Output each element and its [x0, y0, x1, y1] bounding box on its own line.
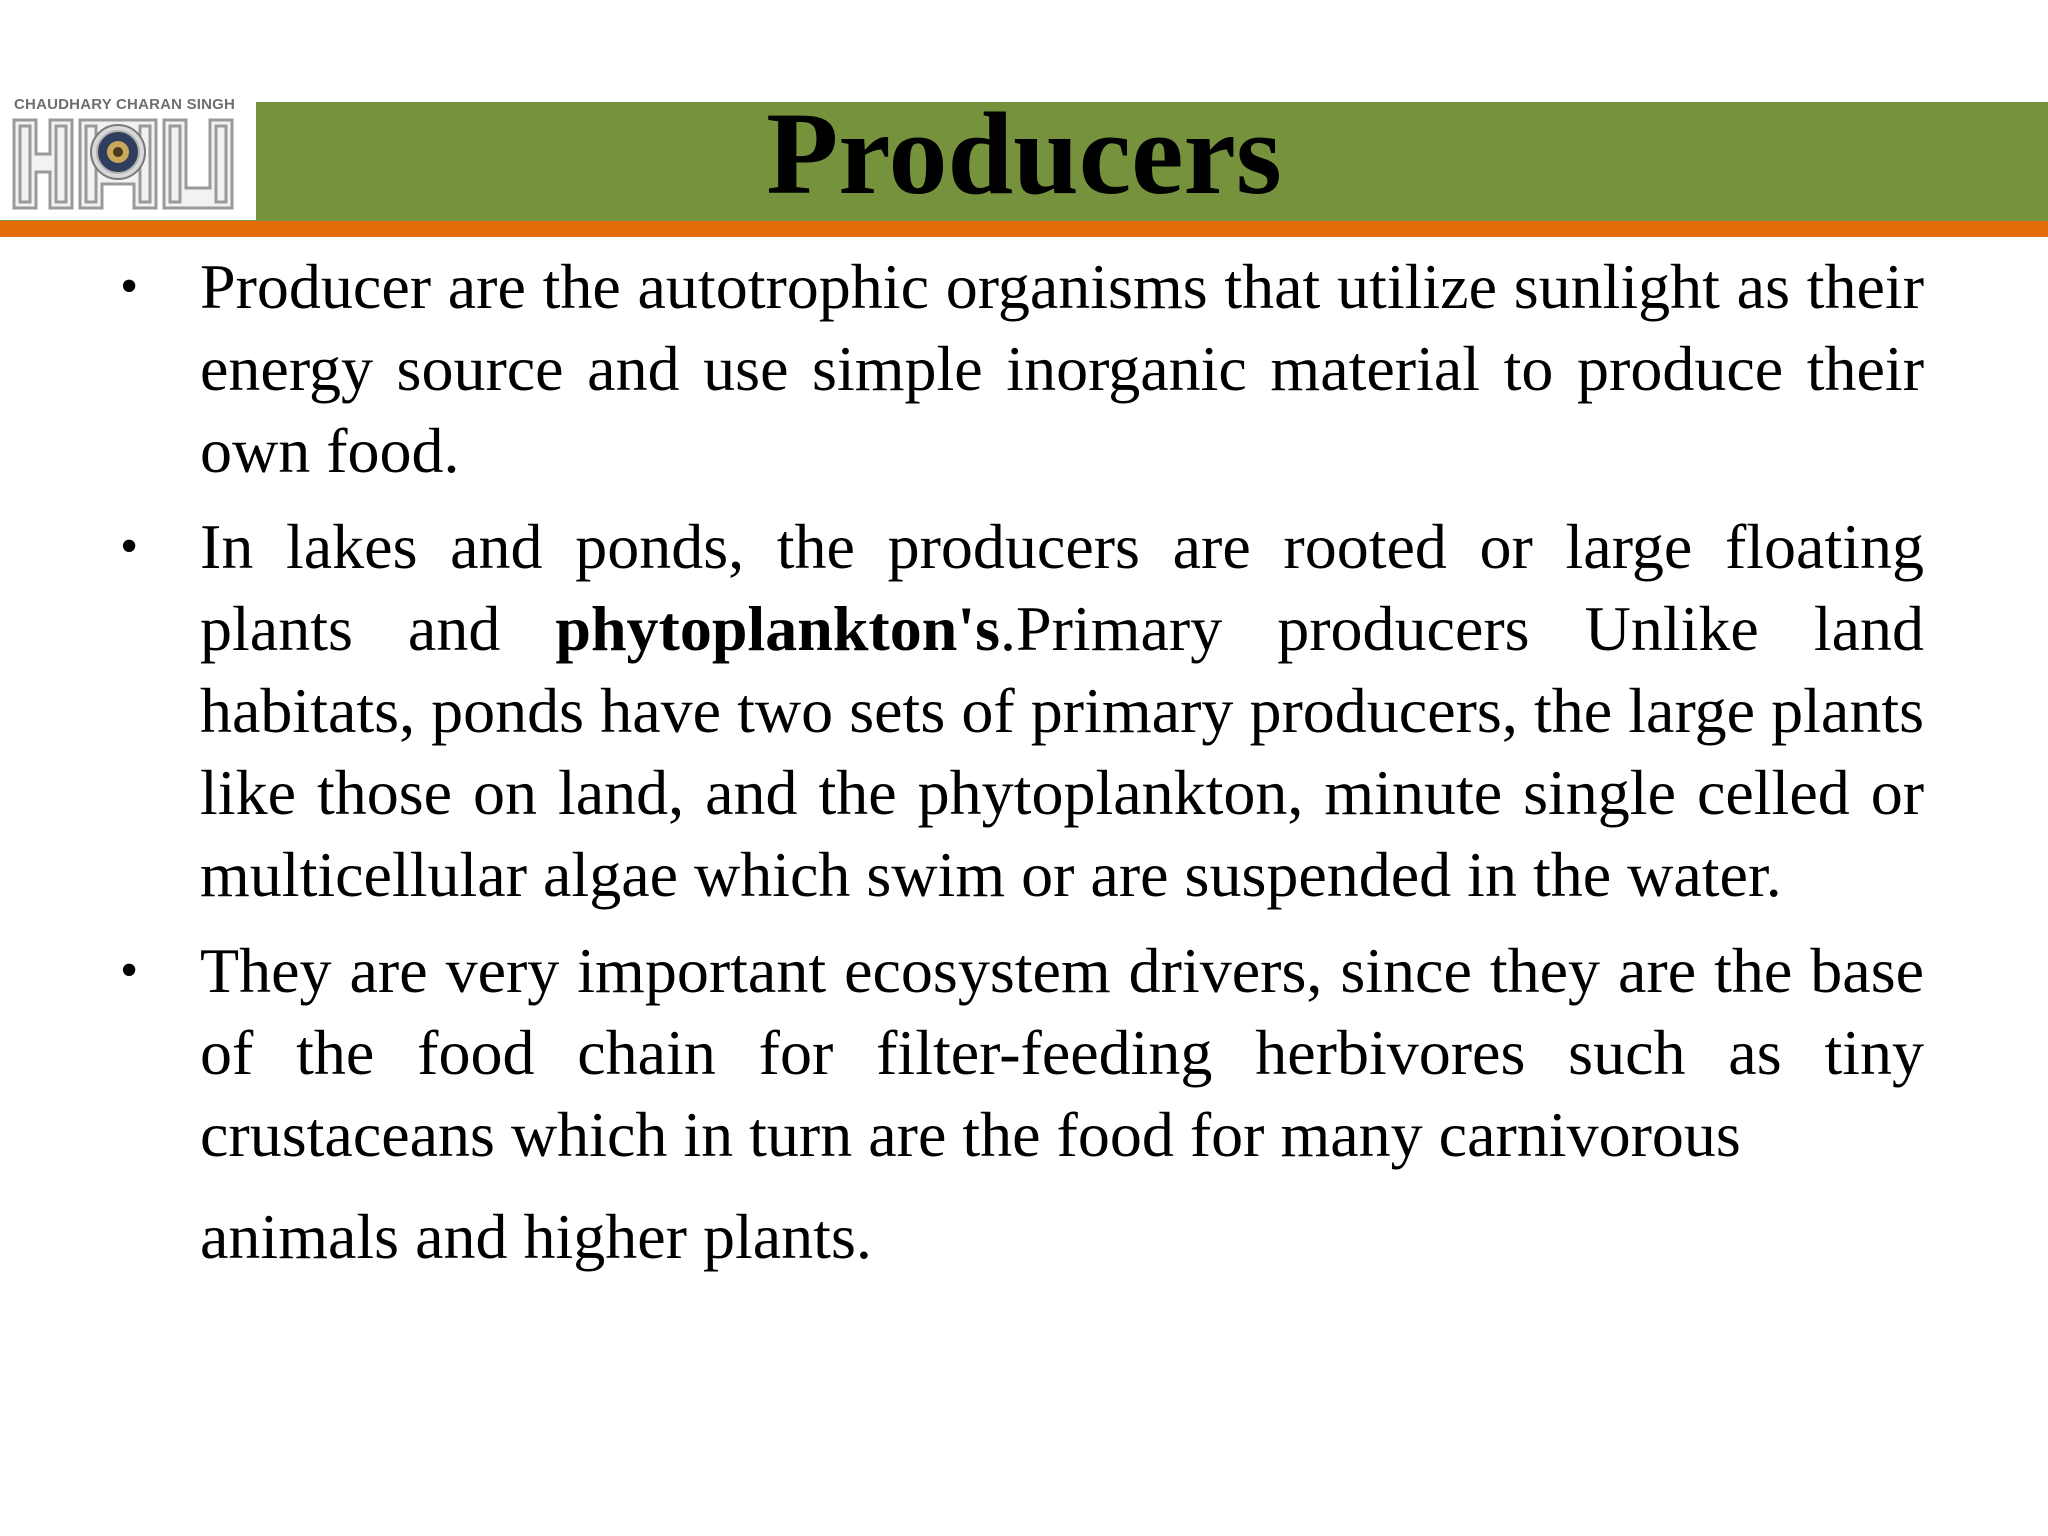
bullet-text: They are very important ecosystem drivers, since they are the base of the food chain for filter-feeding herbivores such as tiny crustaceans which in turn are the food for many carnivorous: [200, 935, 1924, 1170]
university-logo: [0, 92, 256, 220]
bullet-glyph: •: [120, 258, 139, 315]
hau-logo-icon: [10, 114, 246, 214]
bullet-text: In lakes and ponds, the producers are rooted or large floating plants and: [200, 511, 1924, 664]
logo-caption: CHAUDHARY CHARAN SINGH: [14, 96, 236, 113]
bold-term: phytoplankton's: [555, 593, 1000, 664]
bullet-item: [120, 506, 1924, 916]
bullet-text: Producer are the autotrophic organisms that utilize sunlight as their energy source and use simple inorganic material to produce their own food.: [200, 251, 1924, 486]
bullet-text: .Primary producers Unlike land habitats, ponds have two sets of primary producers, the large plants like those on land, and the phytoplankton, minute single celled or multicellular algae which swim or are suspended in the water.: [200, 593, 1924, 910]
bullet-list: [120, 246, 1924, 1292]
slide-title: Producers: [766, 88, 1282, 219]
bullet-item: [120, 930, 1924, 1278]
bullet-glyph: •: [120, 942, 139, 999]
university-seal-icon: [91, 125, 145, 179]
bullet-text-last-line: animals and higher plants.: [200, 1201, 872, 1272]
bullet-item: [120, 246, 1924, 492]
bullet-glyph: •: [120, 518, 139, 575]
accent-rule: [0, 221, 2048, 237]
